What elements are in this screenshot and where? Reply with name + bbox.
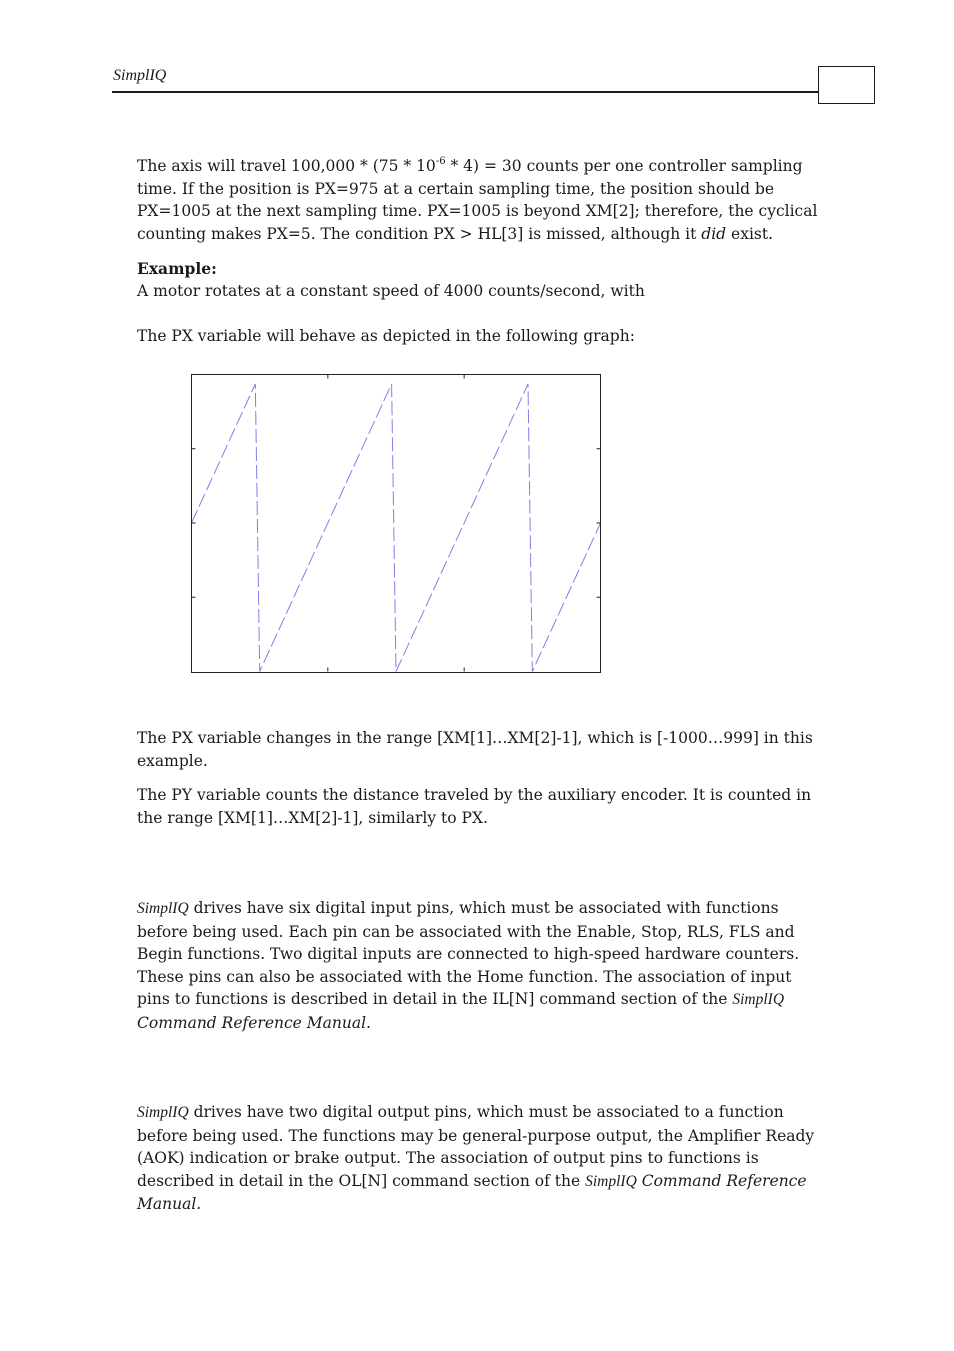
page-number-box — [818, 66, 875, 104]
intro-text-1: The axis will travel 100,000 * (75 * 10 — [137, 157, 436, 175]
outputs-brand: SimplIQ — [137, 1104, 189, 1121]
example-line: A motor rotates at a constant speed of 4000 counts/second, with — [137, 282, 645, 300]
graph-intro: The PX variable will behave as depicted in the following graph: — [137, 327, 635, 345]
outputs-text: drives have two digital output pins, which must be associated to a function before being used. The functions may be general-purpose output, the Amplifier Ready (AOK) indication or brake output. The association of output pins to functions is described in detail in the OL[N] command section of the — [137, 1103, 815, 1190]
chart-frame — [192, 375, 601, 673]
example-heading: Example: — [137, 259, 217, 278]
intro-exponent: -6 — [435, 156, 446, 167]
px-sawtooth-chart — [191, 374, 601, 674]
header-rule — [112, 91, 819, 93]
inputs-ref-title: Command Reference Manual. — [137, 1013, 371, 1032]
py-paragraph: The PY variable counts the distance traveled by the auxiliary encoder. It is counted in the range [XM[1]…XM[2]-1], similarly to PX. — [137, 786, 812, 827]
intro-text-2: * 4) = 30 counts per one controller sampling time. If the position is PX=975 at a certain sampling time, the position should be PX=1005 at the next sampling time. PX=1005 is beyond XM[2]; therefore, the cyclical counting makes PX=5. The condition PX > HL[3] is missed, although it — [137, 157, 818, 243]
chart-series-layer — [192, 384, 601, 672]
outputs-ref-brand: SimplIQ — [585, 1172, 637, 1190]
header-brand: SimplIQ — [113, 67, 167, 84]
intro-text-3: exist. — [726, 224, 774, 243]
inputs-text: drives have six digital input pins, which must be associated with functions before being used. Each pin can be associated with the Enable, Stop, RLS, FLS and Begin functions. Two digital inputs are connected to high-speed hardware counters. These pins can also be associated with the Home function. The association of input pins to functions is described in detail in the IL[N] command section of the — [137, 899, 800, 1008]
px-series-line-0 — [192, 384, 601, 672]
range-paragraph: The PX variable changes in the range [XM[1]…XM[2]-1], which is [-1000…999] in this example. — [137, 729, 813, 770]
inputs-paragraph — [137, 897, 823, 1034]
outputs-paragraph — [137, 1101, 823, 1216]
intro-emphasis: did — [701, 224, 727, 243]
inputs-ref-brand: SimplIQ — [732, 991, 785, 1008]
intro-paragraph — [137, 155, 823, 245]
chart-ticks — [192, 375, 601, 672]
inputs-brand: SimplIQ — [137, 900, 189, 917]
outputs-ref-title: Command Reference Manual. — [137, 1171, 807, 1213]
